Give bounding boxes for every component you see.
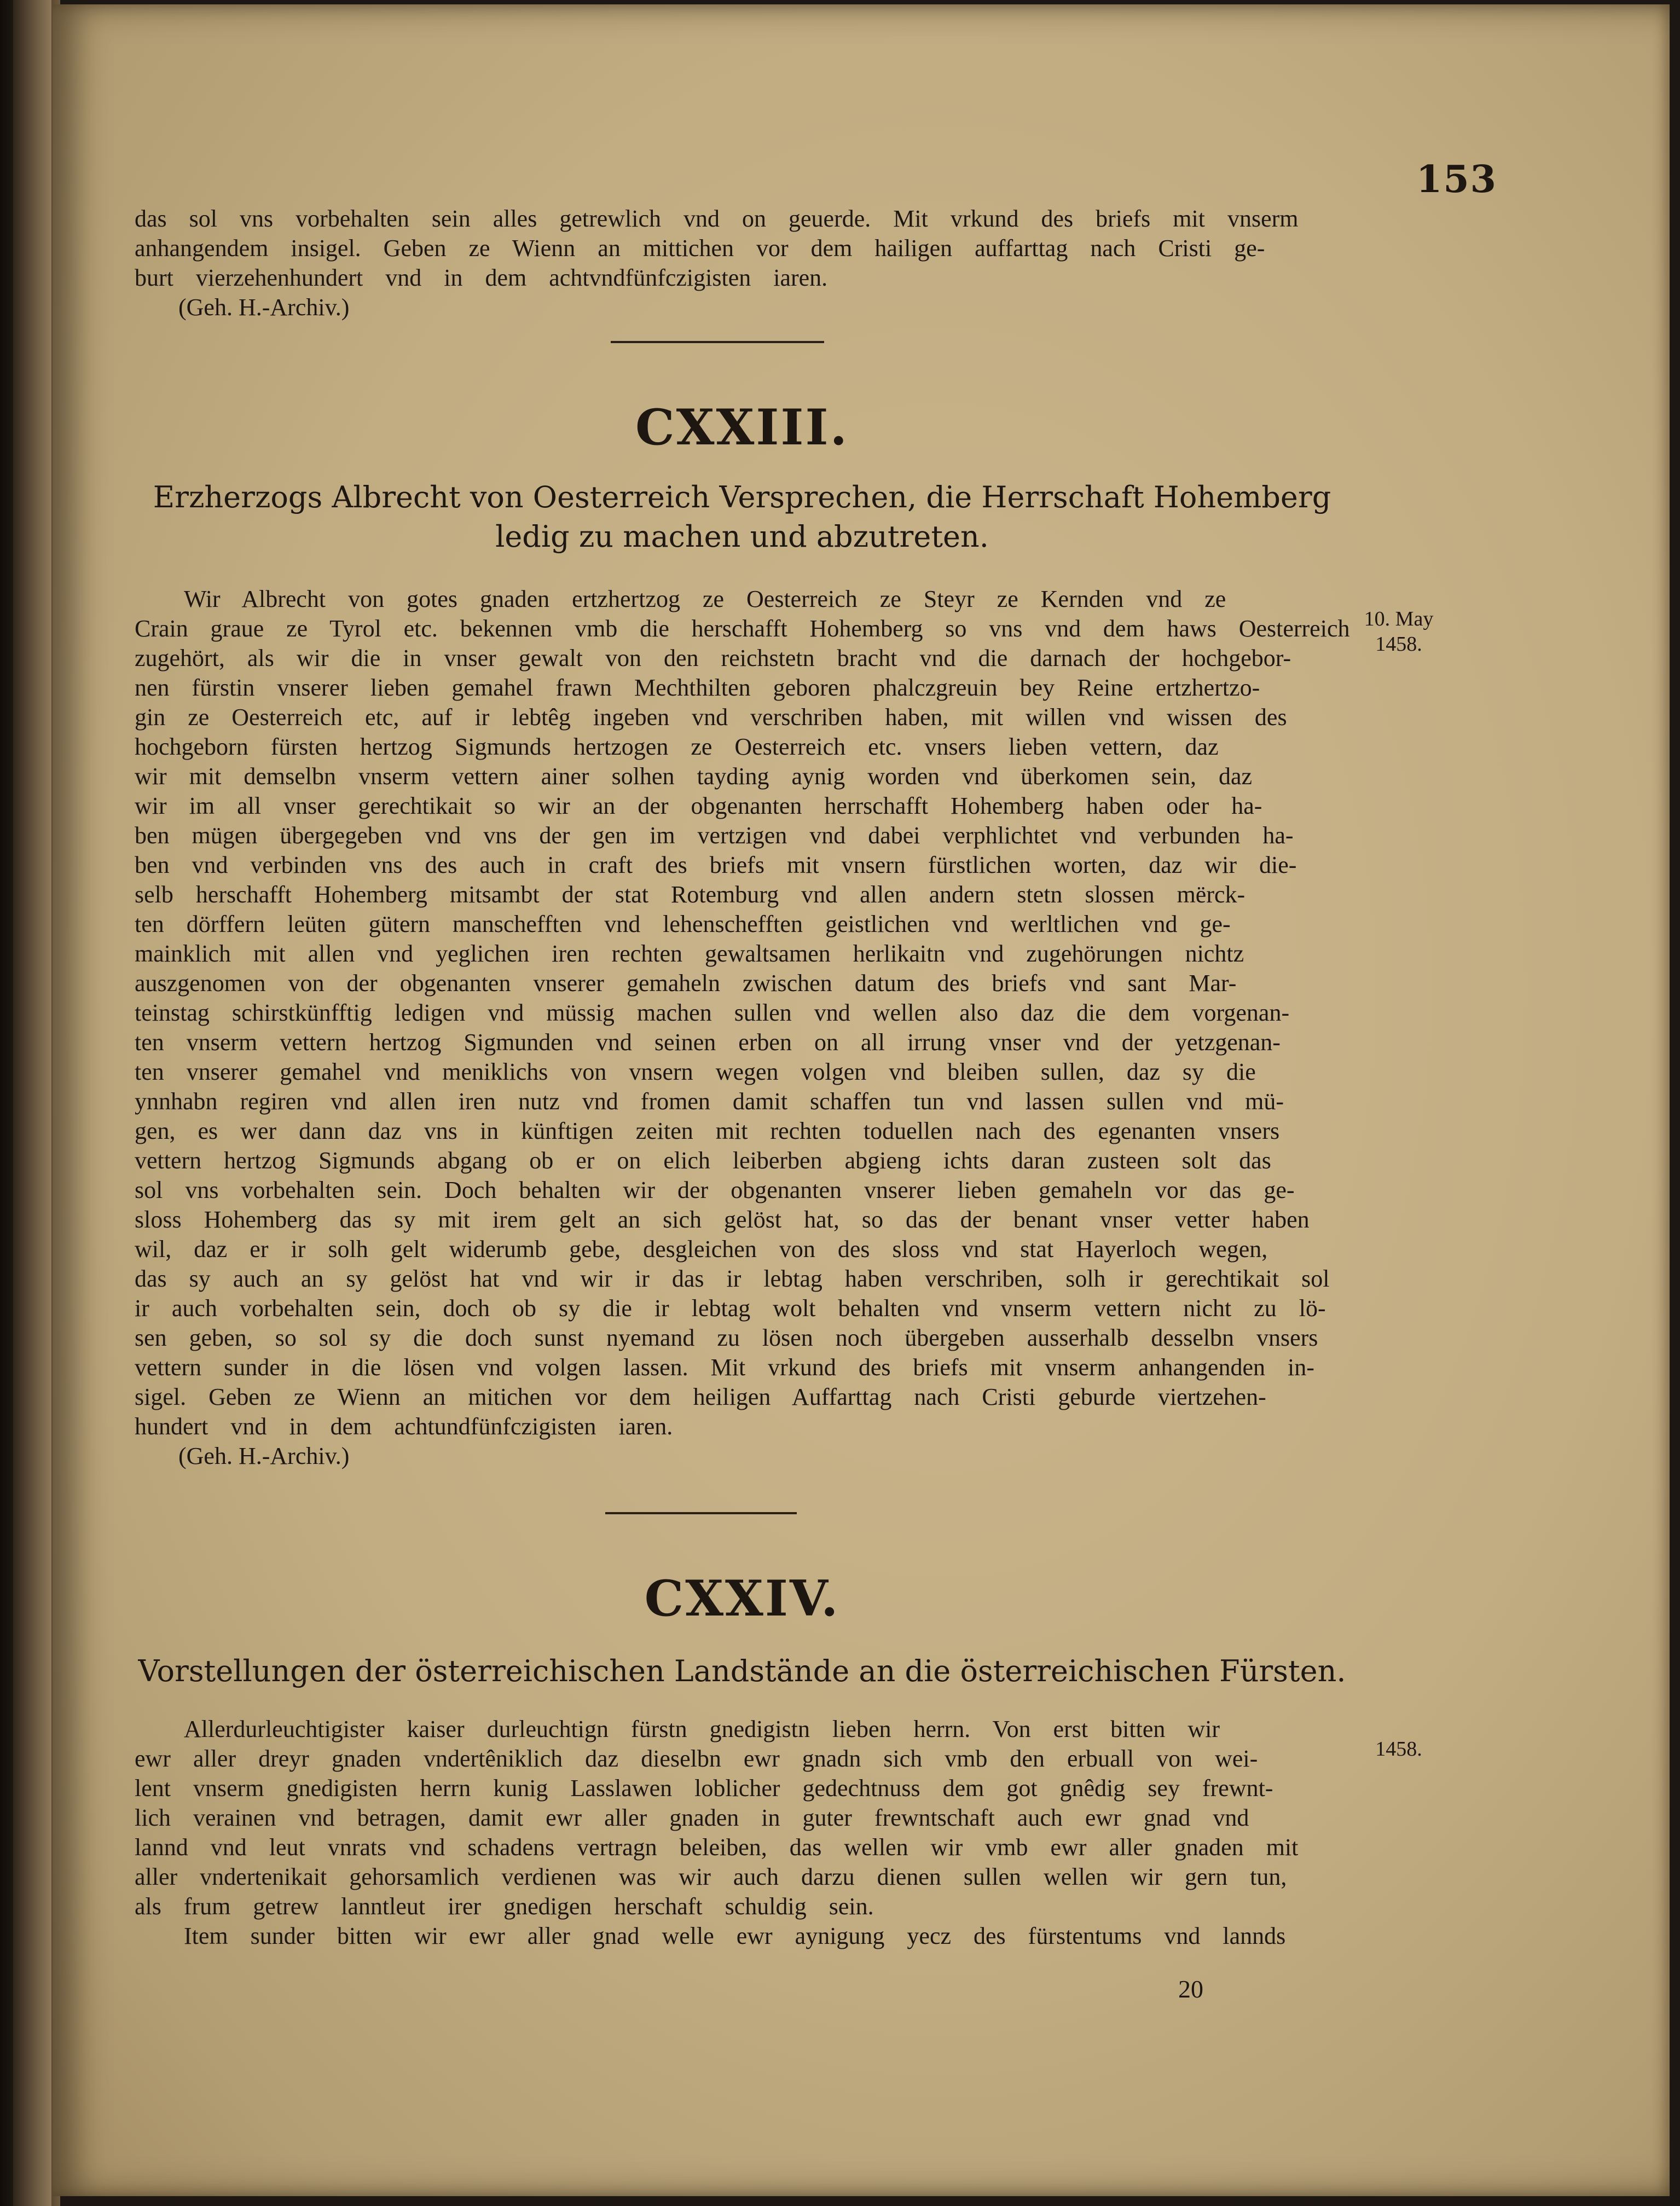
margin-date-year: 1458. <box>1375 633 1422 656</box>
text-line: gen, es wer dann daz vns in künftigen zeiten mit rechten toduellen nach des egenanten vnsers <box>135 1118 1280 1144</box>
section-number: CXXIV. <box>644 1570 840 1628</box>
intro-paragraph <box>135 204 1349 322</box>
text-line: ben vnd verbinden vns des auch in craft des briefs mit vnsern fürstlichen worten, daz wir die- <box>135 852 1297 878</box>
text-line: sen geben, so sol sy die doch sunst nyemand zu lösen noch übergeben ausserhalb desselbn vnsers <box>135 1324 1318 1351</box>
archive-source: (Geh. H.-Archiv.) <box>178 1443 350 1469</box>
text-line: gin ze Oesterreich etc, auf ir lebtêg ingeben vnd verschriben haben, mit willen vnd wissen des <box>135 704 1287 731</box>
text-line: ynnhabn regiren vnd allen iren nutz vnd fromen damit schaffen tun vnd lassen sullen vnd mü- <box>135 1088 1284 1115</box>
book-page <box>53 4 1670 2196</box>
text-line: burt vierzehenhundert vnd in dem achtvndfünfczigisten iaren. <box>135 264 828 291</box>
text-line: sigel. Geben ze Wienn an mitichen vor dem heiligen Auffarttag nach Cristi geburde viertzehen- <box>135 1383 1266 1410</box>
section-divider <box>611 341 824 343</box>
text-line: hundert vnd in dem achtundfünfczigisten iaren. <box>135 1413 673 1440</box>
section-title: Vorstellungen der österreichischen Landstände an die österreichischen Fürsten. <box>138 1654 1346 1688</box>
text-line: sloss Hohemberg das sy mit irem gelt an sich gelöst hat, so das der benant vnser vetter haben <box>135 1206 1310 1233</box>
text-line: wir mit demselbn vnserm vettern ainer solhen tayding aynig worden vnd überkomen sein, daz <box>135 763 1253 790</box>
section-divider <box>605 1512 797 1514</box>
document-text <box>135 1715 1349 1951</box>
text-line: Wir Albrecht von gotes gnaden ertzhertzog ze Oesterreich ze Steyr ze Kernden vnd ze <box>184 586 1226 612</box>
text-line: auszgenomen von der obgenanten vnserer gemaheln zwischen datum des briefs vnd sant Mar- <box>135 970 1237 997</box>
text-line: Allerdurleuchtigister kaiser durleuchtign fürstn gnedigistn lieben herrn. Von erst bitten wir <box>184 1716 1220 1742</box>
section-title <box>135 478 1349 557</box>
text-line: nen fürstin vnserer lieben gemahel frawn Mechthilten geboren phalczgreuin bey Reine ertzhertzo- <box>135 674 1260 701</box>
text-line: vettern hertzog Sigmunds abgang ob er on elich leiberben abgieng ichts daran zusteen solt das <box>135 1147 1271 1174</box>
text-line: lich verainen vnd betragen, damit ewr aller gnaden in guter frewntschaft auch ewr gnad vnd <box>135 1804 1249 1831</box>
text-line: wir im all vnser gerechtikait so wir an der obgenanten herrschafft Hohemberg haben oder ha- <box>135 792 1262 819</box>
section-title-line: ledig zu machen und abzutreten. <box>495 519 989 554</box>
section-title-line: Erzherzogs Albrecht von Oesterreich Versprechen, die Herrschaft Hohemberg <box>153 480 1331 514</box>
margin-date: 1458. <box>1375 1738 1422 1761</box>
text-line: wil, daz er ir solh gelt widerumb gebe, desgleichen von des sloss vnd stat Hayerloch wegen, <box>135 1236 1268 1263</box>
text-line: aller vndertenikait gehorsamlich verdienen was wir auch darzu dienen sullen wellen wir gern tun, <box>135 1863 1287 1890</box>
text-line: ewr aller dreyr gnaden vndertêniklich daz dieselbn ewr gnadn sich vmb den erbuall von wei- <box>135 1745 1258 1772</box>
text-line: ten dörffern leüten gütern manschefften vnd lehenschefften geistlichen vnd werltlichen vnd ge- <box>135 911 1231 937</box>
archive-source: (Geh. H.-Archiv.) <box>178 294 350 321</box>
signature-mark: 20 <box>1178 1975 1203 2003</box>
document-text <box>135 584 1349 1471</box>
text-line: das sy auch an sy gelöst hat vnd wir ir das ir lebtag haben verschriben, solh ir gerechtikait sol <box>135 1265 1330 1292</box>
text-line: Item sunder bitten wir ewr aller gnad welle ewr aynigung yecz des fürstentums vnd lannds <box>184 1923 1286 1949</box>
text-line: als frum getrew lanntleut irer gnedigen herschaft schuldig sein. <box>135 1893 874 1920</box>
text-line: ir auch vorbehalten sein, doch ob sy die ir lebtag wolt behalten vnd vnserm vettern nicht zu lö- <box>135 1295 1326 1322</box>
page-number: 153 <box>1416 158 1497 201</box>
text-line: ten vnserer gemahel vnd meniklichs von vnsern wegen volgen vnd bleiben sullen, daz sy die <box>135 1058 1256 1085</box>
text-line: anhangendem insigel. Geben ze Wienn an mittichen vor dem hailigen auffarttag nach Cristi ge- <box>135 235 1265 262</box>
page-edges <box>13 0 51 2206</box>
margin-date-day: 10. May <box>1364 607 1434 630</box>
text-line: zugehört, als wir die in vnser gewalt von den reichstetn bracht vnd die darnach der hochgebor- <box>135 645 1291 671</box>
text-line: das sol vns vorbehalten sein alles getrewlich vnd on geuerde. Mit vrkund des briefs mit vnserm <box>135 205 1299 232</box>
text-line: Crain graue ze Tyrol etc. bekennen vmb die herschafft Hohemberg so vns vnd dem haws Oesterreich <box>135 615 1350 642</box>
text-line: mainklich mit allen vnd yeglichen iren rechten gewaltsamen herlikaitn vnd zugehörungen nichtz <box>135 940 1244 967</box>
text-line: hochgeborn fürsten hertzog Sigmunds hertzogen ze Oesterreich etc. vnsers lieben vettern, daz <box>135 733 1219 760</box>
text-line: lannd vnd leut vnrats vnd schadens vertragn beleiben, das wellen wir vmb ewr aller gnaden mit <box>135 1834 1299 1861</box>
text-line: lent vnserm gnedigisten herrn kunig Lasslawen loblicher gedechtnuss dem got gnêdig sey frewnt- <box>135 1775 1273 1802</box>
text-line: ben mügen übergegeben vnd vns der gen im vertzigen vnd dabei verphlichtet vnd verbunden ha- <box>135 822 1294 849</box>
section-number: CXXIII. <box>635 398 849 456</box>
text-line: ten vnserm vettern hertzog Sigmunden vnd seinen erben on all irrung vnser vnd der yetzgenan- <box>135 1029 1281 1056</box>
text-line: teinstag schirstkünfftig ledigen vnd müssig machen sullen vnd wellen also daz die dem vorgenan- <box>135 999 1290 1026</box>
text-line: vettern sunder in die lösen vnd volgen lassen. Mit vrkund des briefs mit vnserm anhangenden in- <box>135 1354 1314 1381</box>
text-line: selb herschafft Hohemberg mitsambt der stat Rotemburg vnd allen andern stetn slossen mërck- <box>135 881 1245 908</box>
text-line: sol vns vorbehalten sein. Doch behalten wir der obgenanten vnserer lieben gemaheln vor das ge- <box>135 1177 1295 1203</box>
